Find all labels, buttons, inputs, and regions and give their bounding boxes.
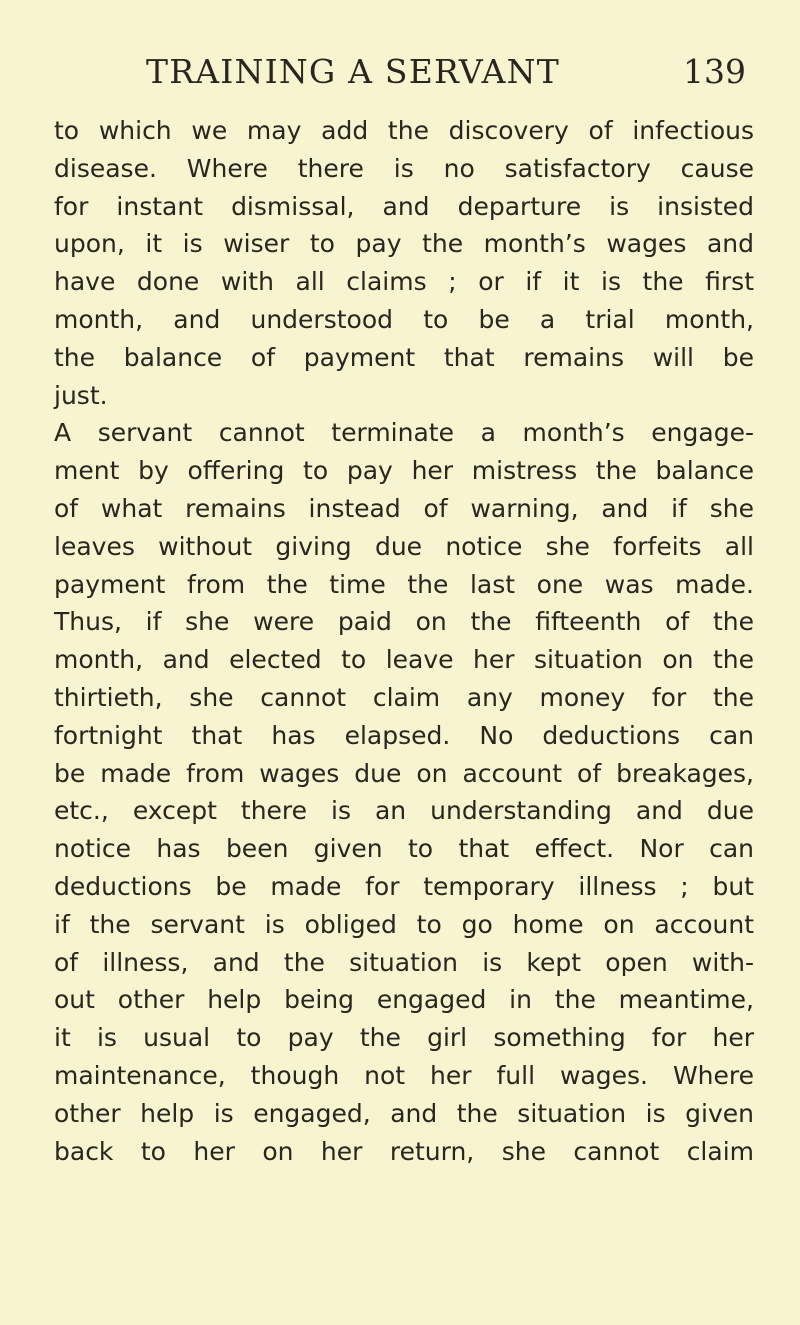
text-line: be made from wages due on account of breakages,	[54, 758, 754, 788]
text-line: Thus, if she were paid on the fifteenth of the	[54, 607, 754, 637]
text-line: upon, it is wiser to pay the month’s wages and	[54, 229, 754, 259]
text-line: payment from the time the last one was made.	[54, 569, 754, 599]
page-header	[70, 52, 746, 98]
text-line: disease. Where there is no satisfactory cause	[54, 153, 754, 183]
text-line: of what remains instead of warning, and if she	[54, 493, 754, 523]
text-line: have done with all claims ; or if it is the first	[54, 267, 754, 297]
text-line: out other help being engaged in the meantime,	[54, 985, 754, 1015]
text-line: ment by offering to pay her mistress the balance	[54, 456, 754, 486]
text-line: just.	[54, 380, 108, 410]
text-line: it is usual to pay the girl something for her	[54, 1023, 754, 1053]
text-line: leaves without giving due notice she forfeits all	[54, 531, 754, 561]
text-line: month, and understood to be a trial month,	[54, 304, 754, 334]
text-line: if the servant is obliged to go home on account	[54, 909, 754, 939]
page-number: 139	[683, 52, 746, 91]
text-line: deductions be made for temporary illness ; but	[54, 871, 754, 901]
text-line: month, and elected to leave her situation on the	[54, 645, 754, 675]
text-line: of illness, and the situation is kept open with-	[54, 947, 754, 977]
body-text	[54, 112, 754, 1170]
text-line: maintenance, though not her full wages. Where	[54, 1060, 754, 1090]
text-line: to which we may add the discovery of infectious	[54, 116, 754, 145]
text-line: the balance of payment that remains will be	[54, 342, 754, 372]
text-line: etc., except there is an understanding and due	[54, 796, 754, 826]
text-line: fortnight that has elapsed. No deductions can	[54, 720, 754, 750]
text-line: notice has been given to that effect. Nor can	[54, 834, 754, 864]
text-line: thirtieth, she cannot claim any money for the	[54, 682, 754, 712]
paragraph-start-line: A servant cannot terminate a month’s engage-	[54, 418, 754, 448]
text-line: for instant dismissal, and departure is insisted	[54, 191, 754, 221]
text-line: back to her on her return, she cannot claim	[54, 1136, 754, 1166]
text-line: other help is engaged, and the situation is given	[54, 1098, 754, 1128]
running-head: TRAINING A SERVANT	[146, 52, 560, 91]
